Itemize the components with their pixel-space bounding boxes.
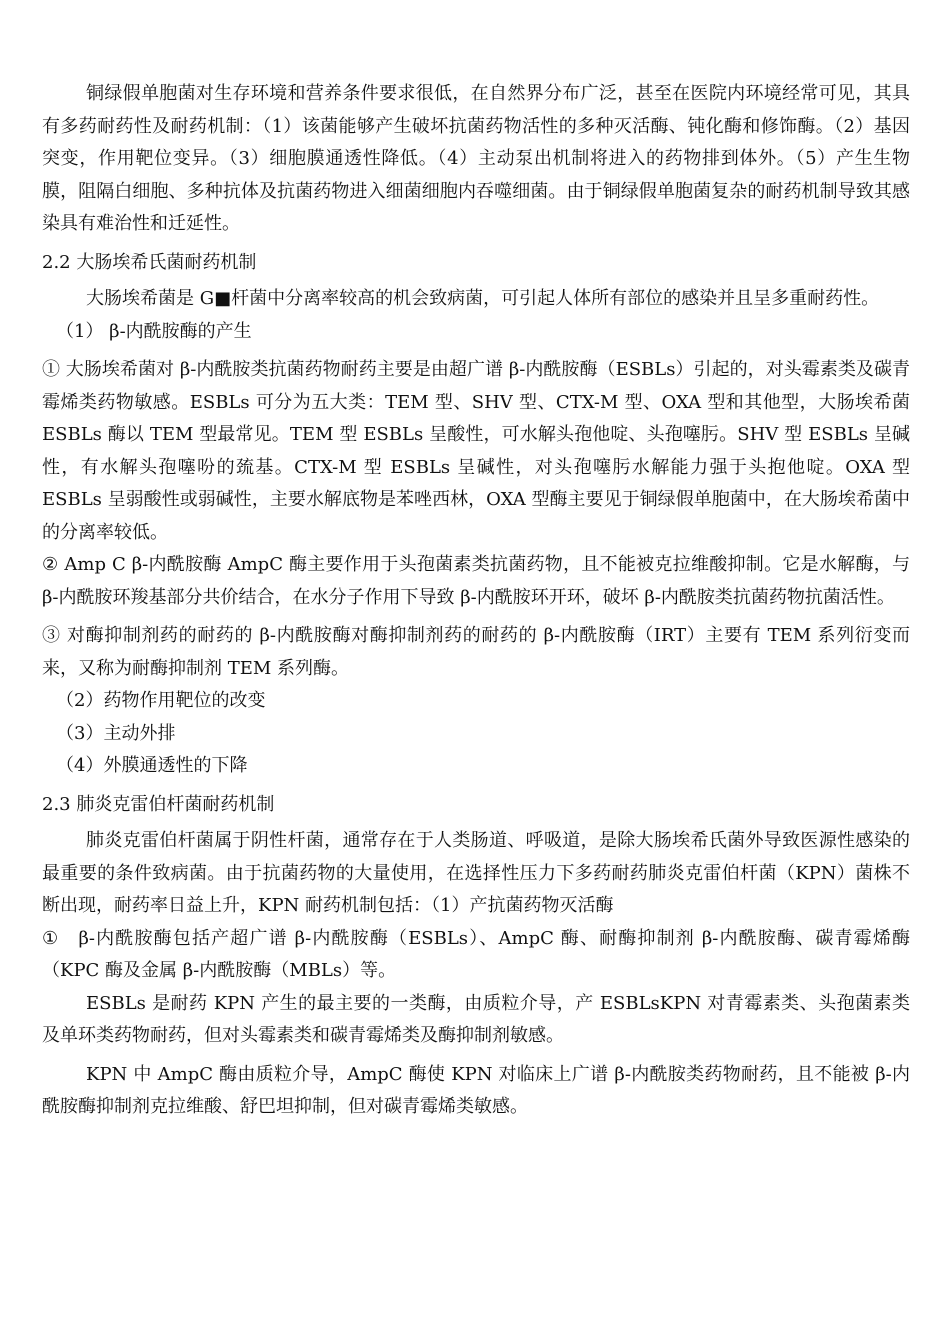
subsection-target-change: （2）药物作用靶位的改变 xyxy=(56,690,266,711)
section-heading-2-3: 2.3 肺炎克雷伯杆菌耐药机制 xyxy=(42,793,275,815)
section-heading-2-2: 2.2 大肠埃希氏菌耐药机制 xyxy=(42,251,257,273)
item-irt: ③ 对酶抑制剂药的耐药的 β-内酰胺酶对酶抑制剂药的耐药的 β-内酰胺酶（IRT）主要有 TEM 系列衍变而来，又称为耐酶抑制剂 TEM 系列酶。 xyxy=(42,625,910,679)
subsection-efflux: （3）主动外排 xyxy=(56,722,176,744)
item-ampc: ② Amp C β-内酰胺酶 AmpC 酶主要作用于头孢菌素类抗菌药物，且不能被克拉维酸抑制。它是水解酶，与 β-内酰胺环羧基部分共价结合，在水分子作用下导致 β-内酰胺环开环，破坏 β-内酰胺类抗菌药物抗菌活性。 xyxy=(42,554,910,608)
document-page xyxy=(42,78,910,1124)
subsection-beta-lactamase: （1） β-内酰胺酶的产生 xyxy=(56,320,252,342)
paragraph-kpn-intro: 肺炎克雷伯杆菌属于阴性杆菌，通常存在于人类肠道、呼吸道，是除大肠埃希氏菌外导致医源性感染的最重要的条件致病菌。由于抗菌药物的大量使用，在选择性压力下多药耐药肺炎克雷伯杆菌（KPN）菌株不断出现，耐药率日益上升，KPN 耐药机制包括：（1）产抗菌药物灭活酶 xyxy=(42,830,910,916)
paragraph-pseudomonas: 铜绿假单胞菌对生存环境和营养条件要求很低，在自然界分布广泛，甚至在医院内环境经常可见，其具有多药耐药性及耐药机制：（1）该菌能够产生破坏抗菌药物活性的多种灭活酶、钝化酶和修饰酶。（2）基因突变，作用靶位变异。（3）细胞膜通透性降低。（4）主动泵出机制将进入的药物排到体外。（5）产生生物膜，阻隔白细胞、多种抗体及抗菌药物进入细菌细胞内吞噬细菌。由于铜绿假单胞菌复杂的耐药机制导致其感染具有难治性和迁延性。 xyxy=(42,83,910,234)
item-kpn-beta-lactamase: ① β-内酰胺酶包括产超广谱 β-内酰胺酶（ESBLs）、AmpC 酶、耐酶抑制剂 β-内酰胺酶、碳青霉烯酶（KPC 酶及金属 β-内酰胺酶（MBLs）等。 xyxy=(42,927,910,981)
subsection-permeability: （4）外膜通透性的下降 xyxy=(56,755,248,776)
paragraph-kpn-ampc: KPN 中 AmpC 酶由质粒介导，AmpC 酶使 KPN 对临床上广谱 β-内酰胺类药物耐药，且不能被 β-内酰胺酶抑制剂克拉维酸、舒巴坦抑制，但对碳青霉烯类敏感。 xyxy=(42,1063,910,1117)
paragraph-ecoli-intro: 大肠埃希菌是 G■杆菌中分离率较高的机会致病菌，可引起人体所有部位的感染并且呈多重耐药性。 xyxy=(86,288,880,309)
paragraph-kpn-esbls: ESBLs 是耐药 KPN 产生的最主要的一类酶，由质粒介导，产 ESBLsKPN 对青霉素类、头孢菌素类及单环类药物耐药，但对头霉素类和碳青霉烯类及酶抑制剂敏感。 xyxy=(42,992,910,1046)
item-esbls: ① 大肠埃希菌对 β-内酰胺类抗菌药物耐药主要是由超广谱 β-内酰胺酶（ESBLs）引起的，对头霉素类及碳青霉烯类药物敏感。ESBLs 可分为五大类：TEM 型、SHV 型、CTX-M 型、OXA 型和其他型，大肠埃希菌 ESBLs 酶以 TEM 型最常见。TEM 型 ESBLs 呈酸性，可水解头孢他啶、头孢噻肟。SHV 型 ESBLs 呈碱性，有水解头孢噻吩的巯基。CTX-M 型 ESBLs 呈碱性，对头孢噻肟水解能力强于头抱他啶。OXA 型 ESBLs 呈弱酸性或弱碱性，主要水解底物是苯唑西林，OXA 型酶主要见于铜绿假单胞菌中，在大肠埃希菌中的分离率较低。 xyxy=(42,359,910,543)
